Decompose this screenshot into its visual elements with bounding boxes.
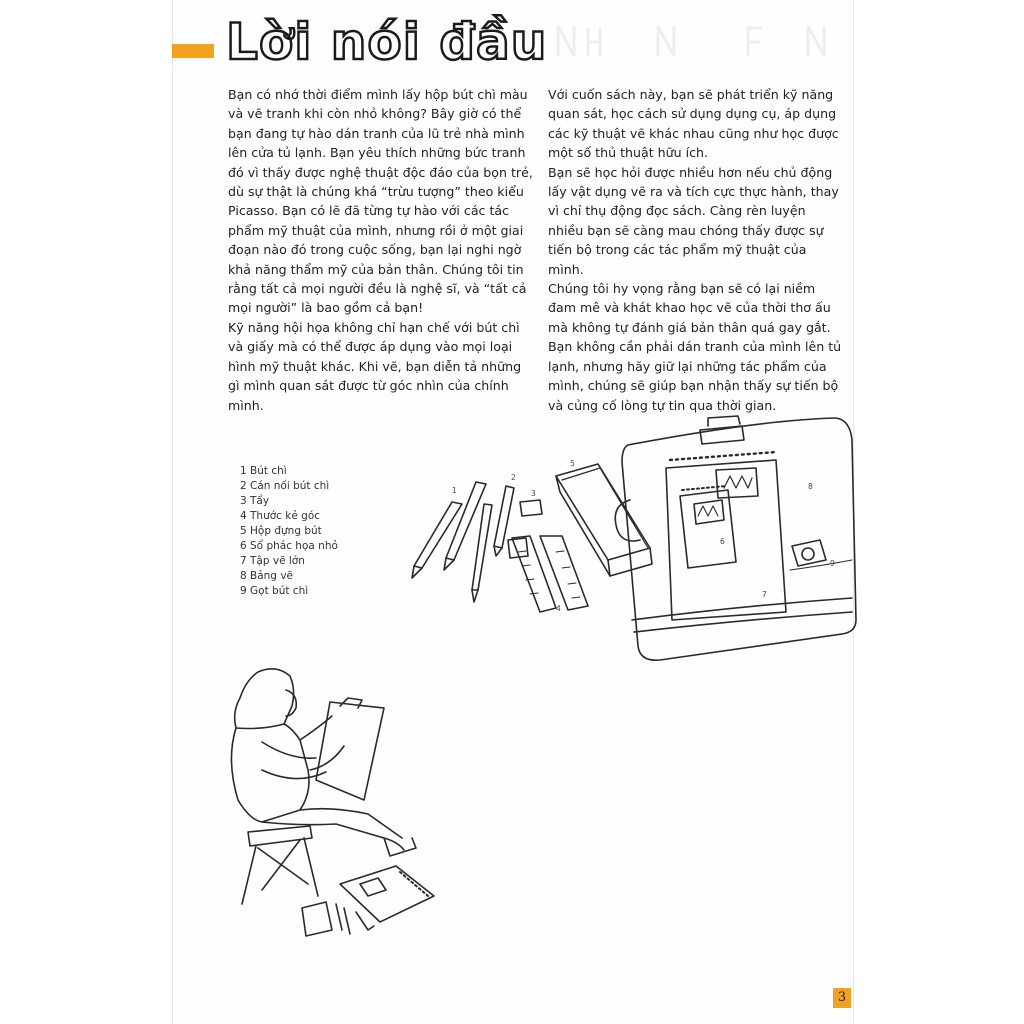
legend-item: 7 Tập vẽ lớn bbox=[240, 555, 305, 567]
legend-item: 4 Thước kẻ góc bbox=[240, 510, 321, 522]
sharpener-sketch bbox=[792, 540, 826, 566]
legend-item: 6 Sổ phác họa nhỏ bbox=[240, 540, 338, 552]
legend-item: 9 Gọt bút chì bbox=[240, 585, 309, 597]
callout-label: 9 bbox=[830, 559, 835, 568]
legend-item: 1 Bút chì bbox=[240, 465, 287, 477]
page-number: 3 bbox=[833, 988, 851, 1008]
callout-label: 4 bbox=[556, 604, 561, 613]
paragraph: Bạn sẽ học hỏi được nhiều hơn nếu chủ động lấy vật dụng vẽ ra và tích cực thực hành, thay vì chỉ thụ động đọc sách. Càng rèn luyện nhiều bạn sẽ càng mau chóng thấy được sự tiến bộ trong các tác phẩm mỹ thuật của mình. bbox=[548, 164, 839, 277]
title-accent-bar bbox=[172, 44, 214, 58]
callout-label: 6 bbox=[720, 537, 725, 546]
callout-label: 3 bbox=[531, 489, 536, 498]
ruler-sketch bbox=[512, 536, 588, 612]
eraser-sketch bbox=[508, 500, 542, 558]
callout-label: 5 bbox=[570, 459, 575, 468]
paragraph: Kỹ năng hội họa không chỉ hạn chế với bút chì và giấy mà có thể được áp dụng vào mọi loại hình mỹ thuật khác. Khi vẽ, bạn diễn tả những gì mình quan sát được từ góc nhìn của chính mình. bbox=[228, 319, 522, 413]
legend-item: 3 Tẩy bbox=[240, 495, 270, 507]
paragraph: Với cuốn sách này, bạn sẽ phát triển kỹ năng quan sát, học cách sử dụng dụng cụ, áp dụng các kỹ thuật vẽ khác nhau cũng như học được một số thủ thuật hữu ích. bbox=[548, 87, 839, 161]
paragraph: Bạn có nhớ thời điểm mình lấy hộp bút chì màu và vẽ tranh khi còn nhỏ không? Bây giờ có thể bạn đang tự hào dán tranh của lũ trẻ nhà mình lên cửa tủ lạnh. Bạn yêu thích những bức tranh đó vì thấy được nghệ thuật độc đáo của bọn trẻ, dù sự thật là chúng khá “trừu tượng” theo kiểu Picasso. Bạn có lẽ đã từng tự hào với các tác phẩm mỹ thuật của mình, nhưng rồi ở một giai đoạn nào đó trong cuộc sống, bạn lại nghi ngờ khả năng thẩm mỹ của bản thân. Chúng tôi tin rằng tất cả mọi người đều là nghệ sĩ, và “tất cả mọi người” là bao gồm cả bạn! bbox=[228, 87, 533, 316]
artist-sketching-illustration bbox=[225, 660, 450, 940]
drawing-tools-illustration bbox=[400, 405, 860, 665]
tools-legend bbox=[240, 464, 338, 599]
intro-right-column bbox=[548, 85, 844, 415]
intro-left-column bbox=[228, 85, 534, 415]
page-title: Lời nói đầu bbox=[226, 13, 548, 71]
legend-item: 8 Bảng vẽ bbox=[240, 570, 293, 582]
bleed-through-marks bbox=[548, 18, 848, 62]
legend-item: 2 Cán nối bút chì bbox=[240, 480, 330, 492]
callout-label: 2 bbox=[511, 473, 516, 482]
drawing-board-sketch bbox=[615, 416, 856, 660]
paragraph: Chúng tôi hy vọng rằng bạn sẽ có lại niềm đam mê và khát khao học vẽ của thời thơ ấu mà không tự đánh giá bản thân quá gay gắt. Bạn không cần phải dán tranh của mình lên tủ lạnh, nhưng hãy giữ lại những tác phẩm của mình, chúng sẽ giúp bạn nhận thấy sự tiến bộ và củng cố lòng tự tin qua thời gian. bbox=[548, 281, 842, 413]
callout-label: 7 bbox=[762, 590, 767, 599]
callout-label: 1 bbox=[452, 486, 457, 495]
legend-item: 5 Hộp đựng bút bbox=[240, 525, 322, 537]
callout-label: 8 bbox=[808, 482, 813, 491]
pencils-sketch bbox=[412, 482, 514, 602]
